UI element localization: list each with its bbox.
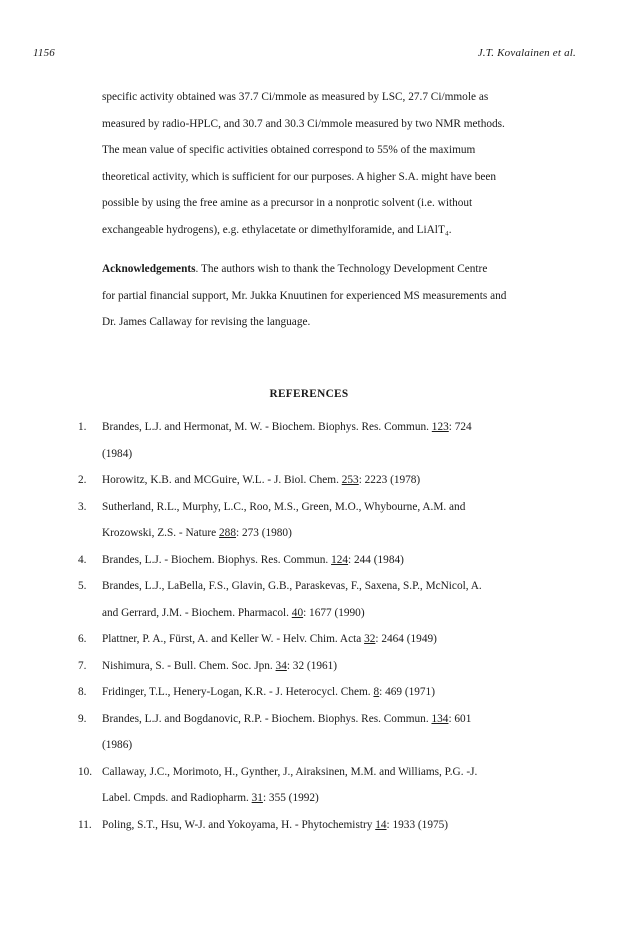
reference-text: : 355 (1992) (262, 792, 319, 804)
reference-text: and Gerrard, J.M. - Biochem. Pharmacol. (102, 606, 292, 619)
reference-volume: 14 (375, 818, 387, 831)
reference-item (78, 626, 528, 653)
reference-item (78, 547, 528, 574)
reference-volume: 8 (373, 686, 380, 698)
reference-item (78, 679, 528, 706)
acknowledgements-paragraph (102, 256, 516, 336)
reference-text: Brandes, L.J. and Bogdanovic, R.P. - Biochem. Biophys. Res. Commun. (102, 712, 432, 725)
reference-item (78, 812, 528, 839)
reference-volume: 34 (275, 659, 287, 672)
reference-text: (1986) (102, 739, 133, 751)
reference-text: : 1933 (1975) (386, 818, 449, 831)
reference-item (78, 759, 528, 812)
reference-text: : 1677 (1990) (303, 606, 365, 619)
text-line: Dr. James Callaway for revising the language. (102, 316, 311, 328)
reference-volume: 40 (291, 606, 304, 619)
reference-text: Krozowski, Z.S. - Nature (102, 527, 220, 539)
reference-text: : 469 (1971) (379, 686, 435, 698)
reference-item (78, 706, 528, 759)
reference-text: : 2464 (1949) (375, 633, 437, 645)
references-heading: REFERENCES (269, 388, 349, 400)
reference-item (78, 653, 528, 680)
reference-text: Plattner, P. A., Fürst, A. and Keller W. - Helv. Chim. Acta (102, 633, 365, 645)
reference-number: 4. (78, 553, 87, 566)
reference-text: Fridinger, T.L., Henery-Logan, K.R. - J. Heterocycl. Chem. (102, 686, 374, 698)
acknowledgements-text: . The authors wish to thank the Technology Development Centre (195, 263, 488, 275)
text-line: The mean value of specific activities obtained correspond to 55% of the maximum (102, 144, 476, 156)
reference-number: 2. (78, 474, 87, 486)
running-head-authors: J.T. Kovalainen et al. (477, 47, 576, 59)
text-line: measured by radio-HPLC, and 30.7 and 30.3 Ci/mmole measured by two NMR methods. (102, 117, 505, 130)
reference-volume: 31 (251, 792, 263, 804)
text-line: for partial financial support, Mr. Jukka Knuutinen for experienced MS measurements and (102, 289, 507, 302)
references-list (78, 414, 528, 838)
reference-volume: 288 (219, 527, 236, 539)
reference-text: (1984) (102, 447, 133, 460)
reference-number: 9. (78, 712, 87, 725)
reference-text: Brandes, L.J. and Hermonat, M. W. - Biochem. Biophys. Res. Commun. (102, 421, 432, 433)
reference-number: 8. (78, 686, 87, 698)
reference-item (78, 467, 528, 494)
reference-text: : 32 (1961) (286, 659, 338, 672)
reference-text: : 724 (448, 421, 472, 433)
page-number: 1156 (33, 47, 55, 59)
acknowledgements-heading: Acknowledgements (102, 263, 196, 275)
text-line: specific activity obtained was 37.7 Ci/mmole as measured by LSC, 27.7 Ci/mmole as (102, 91, 489, 103)
reference-number: 3. (78, 500, 87, 513)
reference-volume: 32 (364, 633, 376, 645)
reference-text: Sutherland, R.L., Murphy, L.C., Roo, M.S., Green, M.O., Whybourne, A.M. and (102, 500, 466, 513)
reference-volume: 134 (431, 712, 449, 725)
reference-number: 6. (78, 633, 87, 645)
reference-item (78, 414, 528, 467)
text-line: theoretical activity, which is sufficient for our purposes. A higher S.A. might have been (102, 170, 497, 183)
reference-number: 7. (78, 659, 87, 672)
reference-text: : 2223 (1978) (358, 474, 421, 486)
reference-text: : 601 (448, 712, 472, 725)
text-line: exchangeable hydrogens), e.g. ethylacetate or dimethylforamide, and LiAlT₄. (102, 223, 452, 236)
reference-number: 5. (78, 580, 87, 592)
reference-text: Nishimura, S. - Bull. Chem. Soc. Jpn. (102, 659, 276, 672)
reference-number: 1. (78, 421, 87, 433)
reference-volume: 253 (341, 474, 359, 486)
reference-volume: 124 (331, 553, 349, 566)
reference-number: 11. (78, 818, 92, 831)
text-line (102, 256, 516, 283)
reference-text: Poling, S.T., Hsu, W-J. and Yokoyama, H. - Phytochemistry (102, 818, 376, 831)
reference-item (78, 573, 528, 626)
reference-text: Brandes, L.J., LaBella, F.S., Glavin, G.B., Paraskevas, F., Saxena, S.P., McNicol, A. (102, 580, 482, 592)
reference-text: Brandes, L.J. - Biochem. Biophys. Res. Commun. (102, 553, 332, 566)
reference-number: 10. (78, 765, 93, 778)
reference-item (78, 494, 528, 547)
text-line: possible by using the free amine as a precursor in a nonprotic solvent (i.e. without (102, 197, 473, 209)
reference-text: Callaway, J.C., Morimoto, H., Gynther, J., Airaksinen, M.M. and Williams, P.G. -J. (102, 765, 478, 778)
reference-volume: 123 (431, 421, 449, 433)
results-paragraph (102, 84, 516, 243)
reference-text: : 244 (1984) (348, 553, 404, 566)
reference-text: Horowitz, K.B. and MCGuire, W.L. - J. Biol. Chem. (102, 474, 342, 486)
reference-text: Label. Cmpds. and Radiopharm. (102, 792, 252, 804)
reference-text: : 273 (1980) (235, 527, 292, 539)
